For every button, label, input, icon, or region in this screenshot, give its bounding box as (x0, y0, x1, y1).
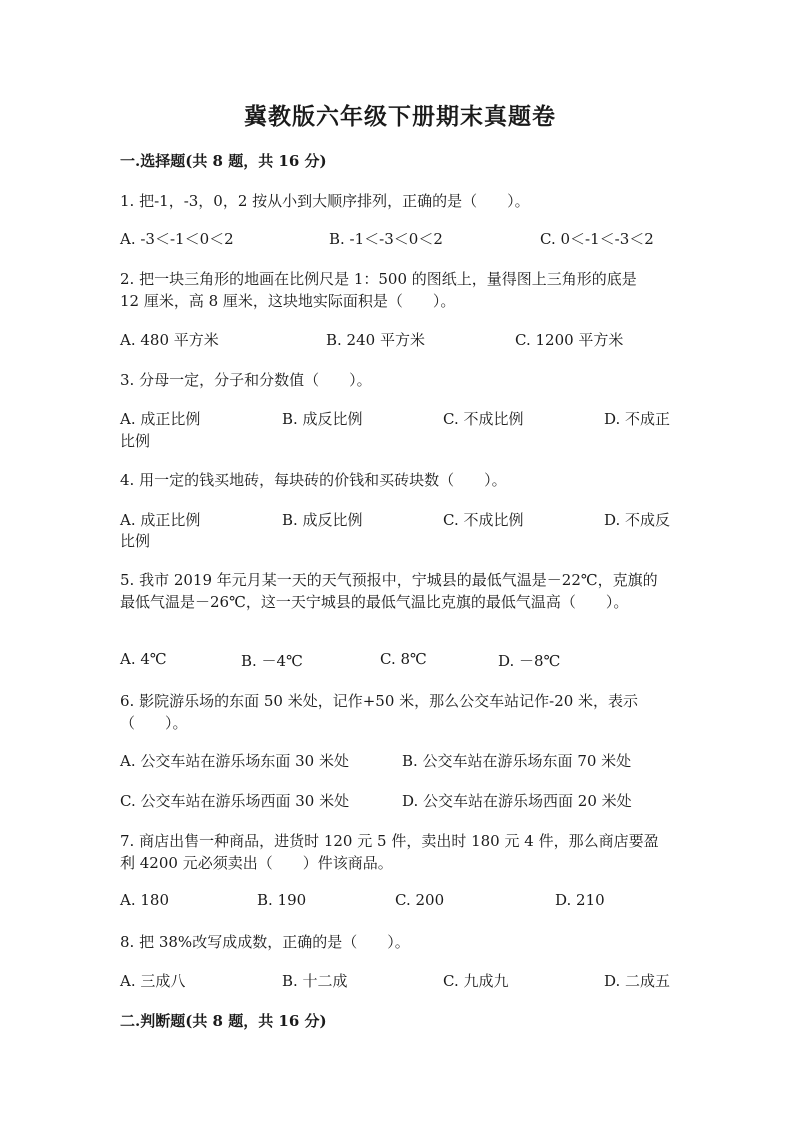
question-5-option-a: A. 4℃ (120, 650, 167, 668)
question-3-option-b: B. 成反比例 (282, 410, 363, 428)
question-1-option-c: C. 0＜-1＜-3＜2 (540, 230, 654, 248)
question-7-option-a: A. 180 (120, 891, 169, 909)
question-1-option-b: B. -1＜-3＜0＜2 (329, 230, 443, 248)
question-5-text-line-1: 5. 我市 2019 年元月某一天的天气预报中，宁城县的最低气温是－22℃，克旗的 (120, 571, 658, 589)
question-8-option-a: A. 三成八 (120, 972, 186, 990)
question-1-text: 1. 把-1，-3，0，2 按从小到大顺序排列，正确的是（ ）。 (120, 192, 530, 210)
question-7-option-d: D. 210 (555, 891, 605, 909)
question-4-option-d: D. 不成反 (604, 511, 671, 529)
question-2-option-c: C. 1200 平方米 (515, 331, 624, 349)
question-5-option-d: D. －8℃ (498, 652, 561, 670)
question-6-option-a: A. 公交车站在游乐场东面 30 米处 (120, 752, 349, 770)
question-7-text-line-2: 利 4200 元必须卖出（ ）件该商品。 (120, 854, 393, 872)
question-3-option-d: D. 不成正 (604, 410, 671, 428)
question-4-option-a: A. 成正比例 (120, 511, 201, 529)
section-heading-judgement: 二.判断题(共 8 题，共 16 分) (120, 1012, 327, 1030)
page-title: 冀教版六年级下册期末真题卷 (244, 103, 556, 130)
question-3-option-a: A. 成正比例 (120, 410, 201, 428)
question-6-option-b: B. 公交车站在游乐场东面 70 米处 (402, 752, 632, 770)
question-8-option-b: B. 十二成 (282, 972, 348, 990)
question-5-text-line-2: 最低气温是－26℃，这一天宁城县的最低气温比克旗的最低气温高（ ）。 (120, 593, 629, 611)
section-heading-choice: 一.选择题(共 8 题，共 16 分) (120, 152, 327, 170)
question-8-text: 8. 把 38%改写成成数，正确的是（ ）。 (120, 933, 410, 951)
question-2-option-a: A. 480 平方米 (120, 331, 219, 349)
question-4-option-c: C. 不成比例 (443, 511, 524, 529)
question-7-option-c: C. 200 (395, 891, 445, 909)
question-6-text-line-1: 6. 影院游乐场的东面 50 米处，记作+50 米，那么公交车站记作-20 米，表示 (120, 692, 639, 710)
question-1-option-a: A. -3＜-1＜0＜2 (120, 230, 234, 248)
question-8-option-c: C. 九成九 (443, 972, 509, 990)
question-4-text: 4. 用一定的钱买地砖，每块砖的价钱和买砖块数（ ）。 (120, 471, 507, 489)
question-2-text-line-1: 2. 把一块三角形的地画在比例尺是 1：500 的图纸上，量得图上三角形的底是 (120, 270, 637, 288)
question-8-option-d: D. 二成五 (604, 972, 671, 990)
question-7-option-b: B. 190 (257, 891, 307, 909)
question-6-text-line-2: （ ）。 (120, 714, 188, 732)
question-2-text-line-2: 12 厘米，高 8 厘米，这块地实际面积是（ ）。 (120, 292, 456, 310)
question-6-option-d: D. 公交车站在游乐场西面 20 米处 (402, 792, 632, 810)
question-3-option-c: C. 不成比例 (443, 410, 524, 428)
question-2-option-b: B. 240 平方米 (326, 331, 425, 349)
question-6-option-c: C. 公交车站在游乐场西面 30 米处 (120, 792, 350, 810)
question-5-option-b: B. －4℃ (241, 652, 303, 670)
question-3-option-d-wrap: 比例 (120, 432, 151, 450)
question-4-option-b: B. 成反比例 (282, 511, 363, 529)
question-3-text: 3. 分母一定，分子和分数值（ ）。 (120, 371, 372, 389)
question-7-text-line-1: 7. 商店出售一种商品，进货时 120 元 5 件，卖出时 180 元 4 件，那么商店要盈 (120, 832, 659, 850)
question-4-option-d-wrap: 比例 (120, 532, 151, 550)
question-5-option-c: C. 8℃ (380, 650, 427, 668)
